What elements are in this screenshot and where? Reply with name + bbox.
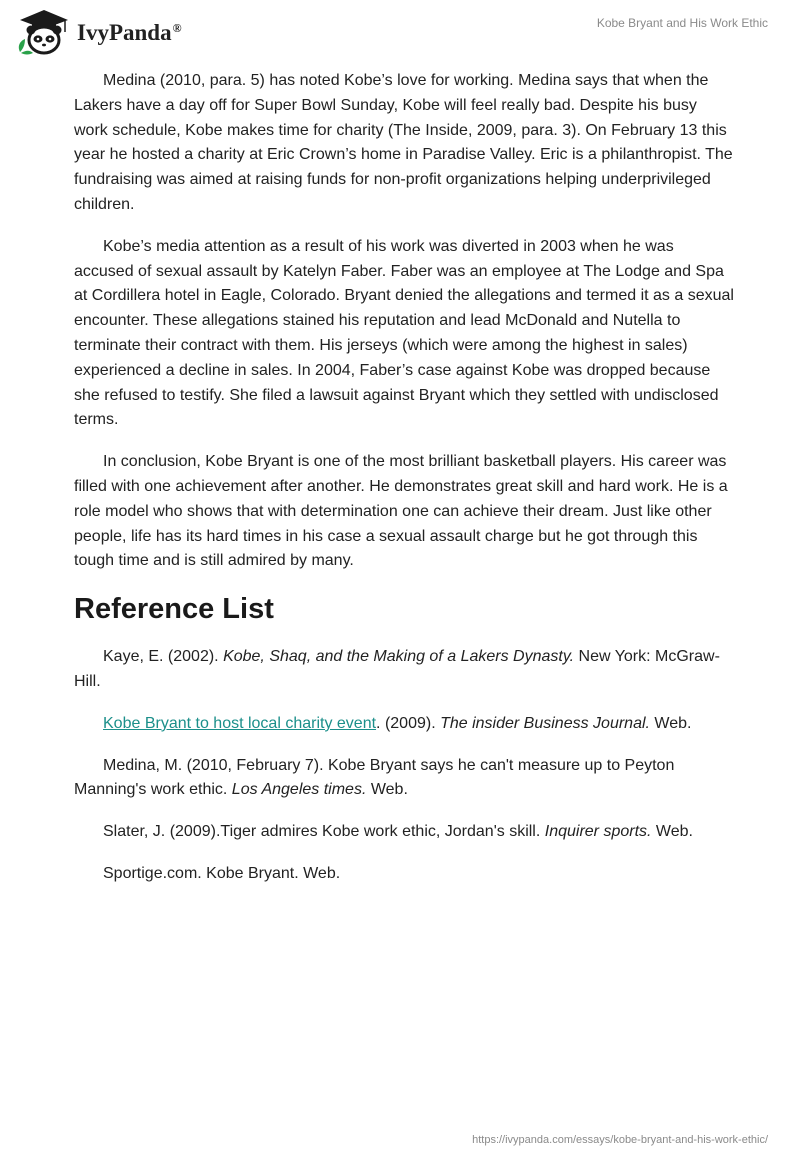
reference-item: Kobe Bryant to host local charity event. (2009). The insider Business Journal. Web. <box>103 714 692 732</box>
reference-list-heading: Reference List <box>74 593 274 626</box>
reference-item: Slater, J. (2009).Tiger admires Kobe work ethic, Jordan's skill. Inquirer sports. Web. <box>103 823 693 841</box>
running-title: Kobe Bryant and His Work Ethic <box>596 16 768 30</box>
body-paragraph: In conclusion, Kobe Bryant is one of the most brilliant basketball players. His career was filled with one achievement after another. He demonstrates great skill and hard work. He is a role model who shows that with determination one can achieve their dream. Just like other people, life has its hard times in his case a sexual assault charge but he got through this tough time and is still admired by many. <box>74 453 728 570</box>
reference-item: Kaye, E. (2002). Kobe, Shaq, and the Making of a Lakers Dynasty. New York: McGraw-Hill. <box>74 648 720 690</box>
footer-url: https://ivypanda.com/essays/kobe-bryant-and-his-work-ethic/ <box>472 1134 768 1146</box>
body-paragraph: Medina (2010, para. 5) has noted Kobe’s love for working. Medina says that when the Lakers have a day off for Super Bowl Sunday, Kobe will feel really bad. Despite his busy work schedule, Kobe makes time for charity (The Inside, 2009, para. 3). On February 13 this year he hosted a charity at Eric Crown’s home in Paradise Valley. Eric is a philanthropist. The fundraising was aimed at raising funds for non-profit organizations helping underprivileged children. <box>74 72 733 213</box>
reference-item: Sportige.com. Kobe Bryant. Web. <box>103 864 341 882</box>
reference-link[interactable]: Kobe Bryant to host local charity event <box>103 714 377 732</box>
ivypanda-logo[interactable] <box>14 8 182 56</box>
essay-content <box>74 69 734 904</box>
body-paragraph: Kobe’s media attention as a result of his work was diverted in 2003 when he was accused of sexual assault by Katelyn Faber. Faber was an employee at The Lodge and Spa at Cordillera hotel in Eagle, Colorado. Bryant denied the allegations and termed it as a sexual encounter. These allegations stained his reputation and lead McDonald and Nutella to terminate their contract with them. His jerseys (which were among the highest in sales) experienced a decline in sales. In 2004, Faber’s case against Kobe was dropped because she refused to testify. She filed a lawsuit against Bryant which they settled with undisclosed terms. <box>74 237 734 429</box>
panda-graduate-icon <box>14 8 74 56</box>
reference-item: Medina, M. (2010, February 7). Kobe Bryant says he can't measure up to Peyton Manning's work ethic. Los Angeles times. Web. <box>74 756 675 799</box>
brand-name: IvyPanda® <box>77 20 182 45</box>
